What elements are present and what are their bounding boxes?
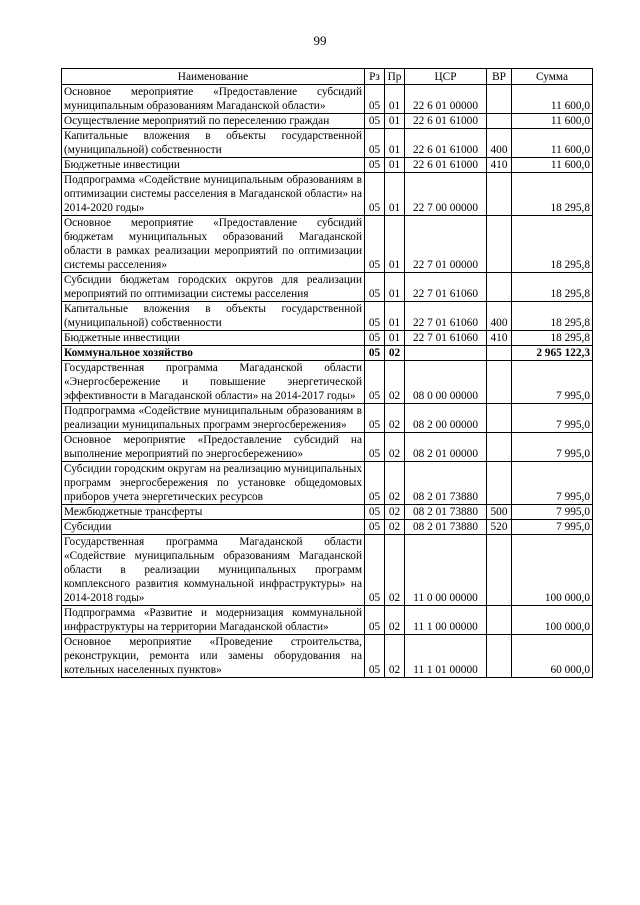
table-row xyxy=(62,433,593,462)
row-sum: 11 600,0 xyxy=(512,114,593,129)
table-row xyxy=(62,331,593,346)
row-sum: 18 295,8 xyxy=(512,302,593,331)
row-pr: 02 xyxy=(385,361,405,404)
table-row xyxy=(62,273,593,302)
table-row xyxy=(62,520,593,535)
header-name: Наименование xyxy=(62,69,365,85)
row-vr: 410 xyxy=(487,158,512,173)
row-pr: 01 xyxy=(385,114,405,129)
row-name: Государственная программа Магаданской области «Содействие муниципальным образованиям Магаданской области в реализации муниципальных программ комплексного развития коммунальной инфраструктуры» на 2014-2018 годы» xyxy=(62,535,365,606)
row-name: Подпрограмма «Содействие муниципальным образованиям в оптимизации системы расселения в Магаданской области» на 2014-2020 годы» xyxy=(62,173,365,216)
budget-table xyxy=(61,68,593,678)
row-rz: 05 xyxy=(365,331,385,346)
row-name: Основное мероприятие «Предоставление субсидий на выполнение мероприятий по энергосбережению» xyxy=(62,433,365,462)
row-name: Основное мероприятие «Проведение строительства, реконструкции, ремонта или замены оборудования на котельных населенных пунктов» xyxy=(62,635,365,678)
row-sum: 7 995,0 xyxy=(512,462,593,505)
row-name: Субсидии городским округам на реализацию муниципальных программ энергосбережения по установке общедомовых приборов учета энергетических ресурсов xyxy=(62,462,365,505)
table-row xyxy=(62,535,593,606)
row-pr: 02 xyxy=(385,505,405,520)
table-row xyxy=(62,361,593,404)
row-csr: 22 7 01 61060 xyxy=(405,302,487,331)
row-csr: 22 7 01 61060 xyxy=(405,331,487,346)
row-name: Капитальные вложения в объекты государственной (муниципальной) собственности xyxy=(62,302,365,331)
row-vr: 410 xyxy=(487,331,512,346)
row-sum: 7 995,0 xyxy=(512,433,593,462)
row-csr: 11 1 00 00000 xyxy=(405,606,487,635)
row-pr: 01 xyxy=(385,85,405,114)
row-rz: 05 xyxy=(365,535,385,606)
row-csr: 08 2 01 73880 xyxy=(405,462,487,505)
table-row xyxy=(62,129,593,158)
row-vr xyxy=(487,173,512,216)
row-vr: 520 xyxy=(487,520,512,535)
header-vr: ВР xyxy=(487,69,512,85)
row-pr: 01 xyxy=(385,216,405,273)
row-sum: 7 995,0 xyxy=(512,505,593,520)
header-rz: Рз xyxy=(365,69,385,85)
row-name: Государственная программа Магаданской области «Энергосбережение и повышение энергетической эффективности в Магаданской области» на 2014-2017 годы» xyxy=(62,361,365,404)
row-rz: 05 xyxy=(365,129,385,158)
row-pr: 01 xyxy=(385,302,405,331)
row-rz: 05 xyxy=(365,433,385,462)
row-pr: 02 xyxy=(385,462,405,505)
row-csr: 22 6 01 61000 xyxy=(405,114,487,129)
row-name: Подпрограмма «Развитие и модернизация коммунальной инфраструктуры на территории Магаданской области» xyxy=(62,606,365,635)
row-name: Основное мероприятие «Предоставление субсидий бюджетам муниципальных образований Магаданской области в рамках реализации мероприятий по оптимизации системы расселения» xyxy=(62,216,365,273)
row-rz: 05 xyxy=(365,520,385,535)
row-pr: 01 xyxy=(385,158,405,173)
row-rz: 05 xyxy=(365,114,385,129)
row-vr xyxy=(487,462,512,505)
row-sum: 60 000,0 xyxy=(512,635,593,678)
row-csr: 22 6 01 61000 xyxy=(405,158,487,173)
row-vr xyxy=(487,606,512,635)
row-csr: 08 2 01 73880 xyxy=(405,505,487,520)
row-vr xyxy=(487,85,512,114)
header-csr: ЦСР xyxy=(405,69,487,85)
row-rz: 05 xyxy=(365,635,385,678)
table-row xyxy=(62,216,593,273)
table-row xyxy=(62,346,593,361)
table-row xyxy=(62,635,593,678)
row-csr: 08 2 01 73880 xyxy=(405,520,487,535)
table-row xyxy=(62,158,593,173)
row-vr xyxy=(487,216,512,273)
row-sum: 11 600,0 xyxy=(512,158,593,173)
row-rz: 05 xyxy=(365,404,385,433)
row-rz: 05 xyxy=(365,361,385,404)
row-vr: 400 xyxy=(487,129,512,158)
row-rz: 05 xyxy=(365,346,385,361)
row-csr: 22 7 00 00000 xyxy=(405,173,487,216)
row-vr: 500 xyxy=(487,505,512,520)
row-csr: 22 7 01 00000 xyxy=(405,216,487,273)
row-rz: 05 xyxy=(365,302,385,331)
row-name: Бюджетные инвестиции xyxy=(62,331,365,346)
row-csr: 22 7 01 61060 xyxy=(405,273,487,302)
row-sum: 11 600,0 xyxy=(512,85,593,114)
row-sum: 18 295,8 xyxy=(512,173,593,216)
row-name: Коммунальное хозяйство xyxy=(62,346,365,361)
row-sum: 18 295,8 xyxy=(512,216,593,273)
row-name: Субсидии бюджетам городских округов для реализации мероприятий по оптимизации системы расселения xyxy=(62,273,365,302)
row-rz: 05 xyxy=(365,173,385,216)
row-pr: 01 xyxy=(385,273,405,302)
row-vr xyxy=(487,114,512,129)
row-sum: 7 995,0 xyxy=(512,520,593,535)
row-pr: 02 xyxy=(385,606,405,635)
row-vr xyxy=(487,361,512,404)
row-pr: 01 xyxy=(385,331,405,346)
table-row xyxy=(62,462,593,505)
row-sum: 7 995,0 xyxy=(512,404,593,433)
header-sum: Сумма xyxy=(512,69,593,85)
row-vr xyxy=(487,433,512,462)
row-csr: 11 1 01 00000 xyxy=(405,635,487,678)
row-pr: 02 xyxy=(385,535,405,606)
table-row xyxy=(62,173,593,216)
row-csr xyxy=(405,346,487,361)
row-pr: 02 xyxy=(385,346,405,361)
row-name: Субсидии xyxy=(62,520,365,535)
table-row xyxy=(62,505,593,520)
row-rz: 05 xyxy=(365,505,385,520)
row-csr: 22 6 01 61000 xyxy=(405,129,487,158)
row-rz: 05 xyxy=(365,216,385,273)
row-name: Основное мероприятие «Предоставление субсидий муниципальным образованиям Магаданской области» xyxy=(62,85,365,114)
row-name: Межбюджетные трансферты xyxy=(62,505,365,520)
table-header-row xyxy=(62,69,593,85)
row-vr xyxy=(487,346,512,361)
row-vr xyxy=(487,273,512,302)
row-sum: 100 000,0 xyxy=(512,606,593,635)
row-rz: 05 xyxy=(365,158,385,173)
table-row xyxy=(62,606,593,635)
row-name: Бюджетные инвестиции xyxy=(62,158,365,173)
row-sum: 100 000,0 xyxy=(512,535,593,606)
row-sum: 18 295,8 xyxy=(512,331,593,346)
row-pr: 02 xyxy=(385,520,405,535)
row-sum: 7 995,0 xyxy=(512,361,593,404)
row-vr xyxy=(487,535,512,606)
row-pr: 01 xyxy=(385,129,405,158)
row-csr: 08 0 00 00000 xyxy=(405,361,487,404)
row-pr: 02 xyxy=(385,404,405,433)
row-csr: 08 2 00 00000 xyxy=(405,404,487,433)
row-sum: 2 965 122,3 xyxy=(512,346,593,361)
row-csr: 08 2 01 00000 xyxy=(405,433,487,462)
row-name: Осуществление мероприятий по переселению граждан xyxy=(62,114,365,129)
row-pr: 02 xyxy=(385,635,405,678)
row-rz: 05 xyxy=(365,606,385,635)
table-row xyxy=(62,114,593,129)
row-csr: 11 0 00 00000 xyxy=(405,535,487,606)
table-row xyxy=(62,404,593,433)
row-name: Подпрограмма «Содействие муниципальным образованиям в реализации муниципальных программ энергосбережения» xyxy=(62,404,365,433)
row-pr: 02 xyxy=(385,433,405,462)
page-number: 99 xyxy=(313,33,327,48)
row-vr: 400 xyxy=(487,302,512,331)
row-sum: 11 600,0 xyxy=(512,129,593,158)
row-csr: 22 6 01 00000 xyxy=(405,85,487,114)
row-rz: 05 xyxy=(365,462,385,505)
table-row xyxy=(62,85,593,114)
row-vr xyxy=(487,404,512,433)
row-sum: 18 295,8 xyxy=(512,273,593,302)
row-rz: 05 xyxy=(365,85,385,114)
header-pr: Пр xyxy=(385,69,405,85)
row-vr xyxy=(487,635,512,678)
row-pr: 01 xyxy=(385,173,405,216)
row-name: Капитальные вложения в объекты государственной (муниципальной) собственности xyxy=(62,129,365,158)
row-rz: 05 xyxy=(365,273,385,302)
table-row xyxy=(62,302,593,331)
